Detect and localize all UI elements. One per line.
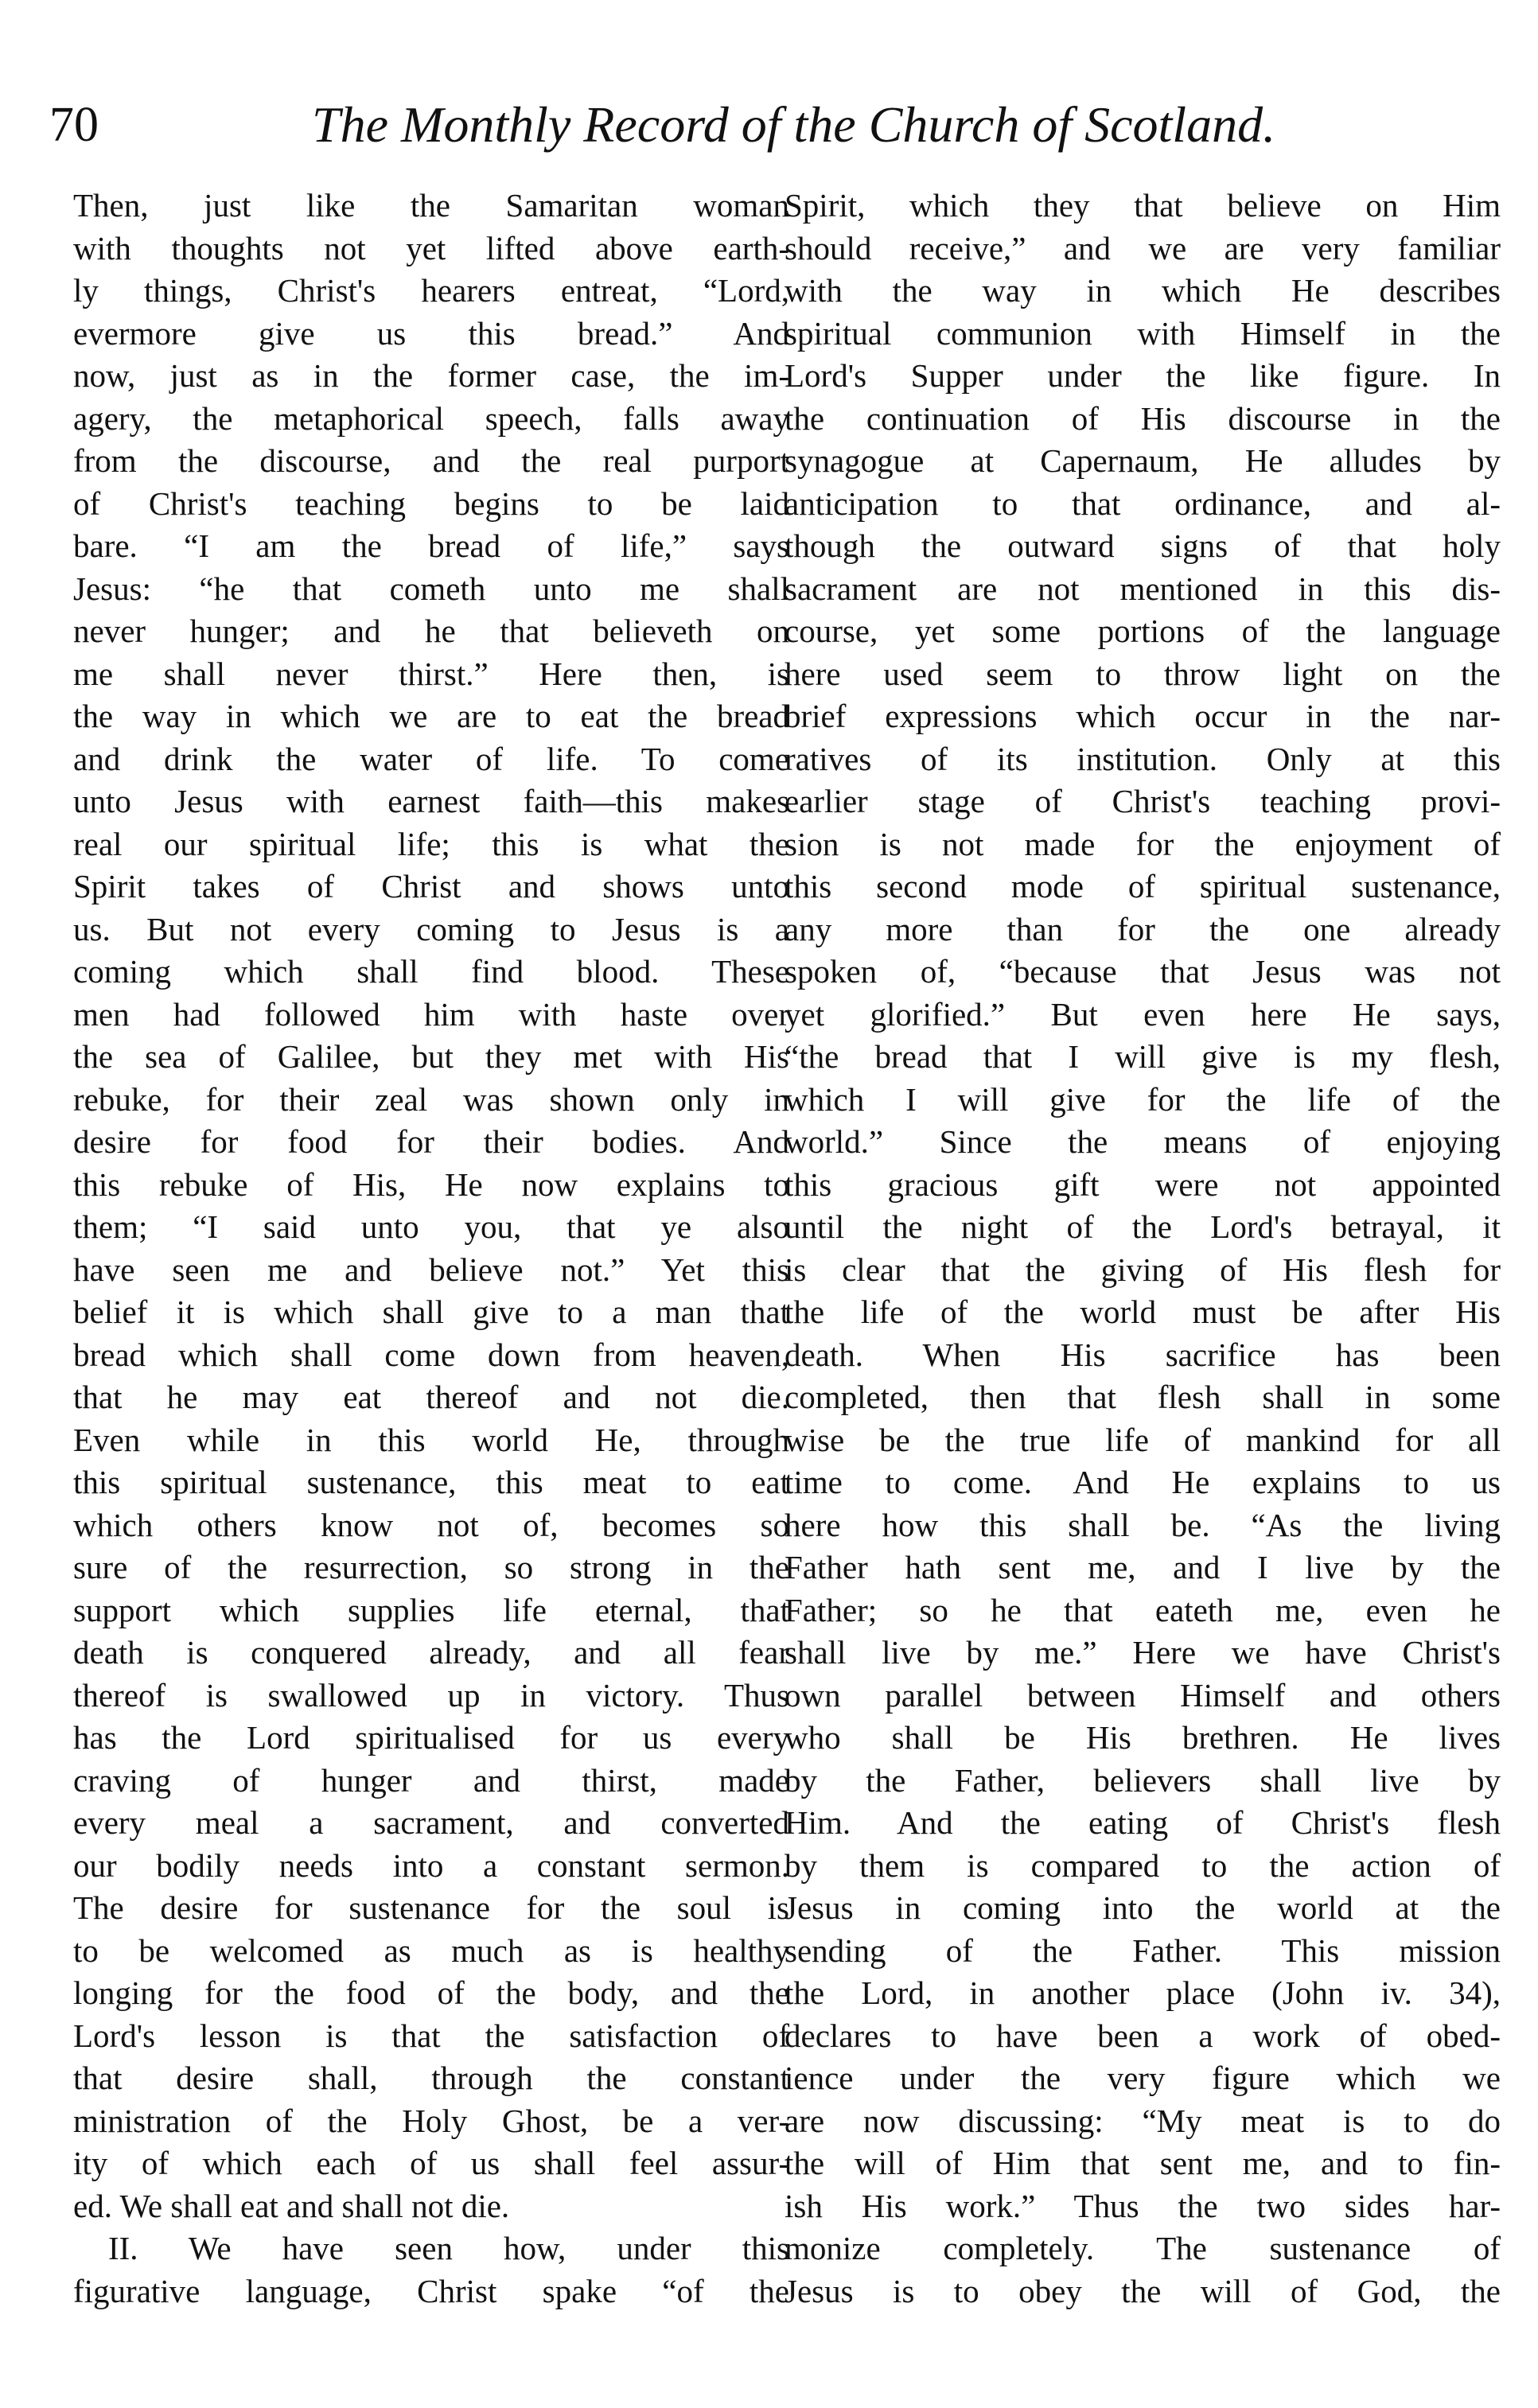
text-line: have seen me and believe not.” Yet this — [73, 1251, 789, 1288]
text-line: Spirit, which they that believe on Him — [785, 187, 1501, 224]
text-line: the continuation of His discourse in the — [785, 399, 1501, 437]
text-line: Jesus in coming into the world at the — [785, 1889, 1501, 1926]
text-line: ity of which each of us shall feel assur- — [73, 2145, 789, 2181]
text-line: the Lord, in another place (John iv. 34), — [785, 1974, 1501, 2011]
text-line: our bodily needs into a constant sermon. — [73, 1846, 789, 1884]
text-line: “the bread that I will give is my flesh, — [785, 1038, 1501, 1075]
text-line: who shall be His brethren. He lives — [785, 1719, 1501, 1756]
text-line: figurative language, Christ spake “of the — [73, 2272, 789, 2309]
text-line: this gracious gift were not appointed — [785, 1165, 1501, 1203]
text-line: Then, just like the Samaritan woman — [73, 187, 789, 224]
text-line: are now discussing: “My meat is to do — [785, 2102, 1501, 2139]
text-line: until the night of the Lord's betrayal, it — [785, 1208, 1501, 1245]
page-number: 70 — [49, 98, 99, 152]
text-line: that desire shall, through the constant — [73, 2060, 789, 2096]
text-line: ministration of the Holy Ghost, be a ver- — [73, 2102, 789, 2139]
text-line: this second mode of spiritual sustenance, — [785, 868, 1501, 904]
text-line: never hunger; and he that believeth on — [73, 613, 789, 649]
text-line: the way in which we are to eat the bread — [73, 698, 789, 734]
text-line: spiritual communion with Himself in the — [785, 314, 1501, 352]
text-line: completed, then that flesh shall in some — [785, 1379, 1501, 1415]
text-line: bare. “I am the bread of life,” says — [73, 527, 789, 564]
text-line: time to come. And He explains to us — [785, 1464, 1501, 1500]
text-line: Jesus: “he that cometh unto me shall — [73, 570, 789, 607]
text-line: Lord's lesson is that the satisfaction of — [73, 2017, 789, 2054]
left-text-column — [73, 185, 789, 2313]
text-line: sending of the Father. This mission — [785, 1931, 1501, 1969]
text-line: and drink the water of life. To come — [73, 740, 789, 777]
text-line: to be welcomed as much as is healthy — [73, 1931, 789, 1969]
text-line: Jesus is to obey the will of God, the — [785, 2272, 1501, 2309]
text-line: Him. And the eating of Christ's flesh — [785, 1804, 1501, 1841]
text-line: anticipation to that ordinance, and al- — [785, 484, 1501, 522]
text-line: ed. We shall eat and shall not die. — [73, 2187, 510, 2224]
text-line: yet glorified.” But even here He says, — [785, 995, 1501, 1033]
text-line: II. We have seen how, under this — [108, 2230, 789, 2266]
text-line: any more than for the one already — [785, 910, 1501, 947]
text-line: wise be the true life of mankind for all — [785, 1421, 1501, 1458]
text-line: which others know not of, becomes so — [73, 1506, 789, 1543]
text-line: belief it is which shall give to a man that — [73, 1293, 789, 1330]
text-line: here how this shall be. “As the living — [785, 1506, 1501, 1543]
right-text-column — [785, 185, 1501, 2313]
text-line: agery, the metaphorical speech, falls away — [73, 399, 789, 437]
running-title: The Monthly Record of the Church of Scotland. — [312, 96, 1276, 153]
text-line: rebuke, for their zeal was shown only in — [73, 1080, 789, 1118]
text-line: by them is compared to the action of — [785, 1846, 1501, 1884]
text-line: should receive,” and we are very familiar — [785, 229, 1501, 266]
text-line: Father; so he that eateth me, even he — [785, 1591, 1501, 1628]
text-line: with the way in which He describes — [785, 272, 1501, 309]
text-line: this rebuke of His, He now explains to — [73, 1165, 789, 1203]
text-line: shall live by me.” Here we have Christ's — [785, 1634, 1501, 1671]
text-line: world.” Since the means of enjoying — [785, 1123, 1501, 1160]
text-line: declares to have been a work of obed- — [785, 2017, 1501, 2054]
text-line: sure of the resurrection, so strong in the — [73, 1549, 789, 1585]
text-line: real our spiritual life; this is what the — [73, 825, 789, 862]
text-line: which I will give for the life of the — [785, 1080, 1501, 1118]
text-line: Spirit takes of Christ and shows unto — [73, 868, 789, 904]
text-line: The desire for sustenance for the soul is — [73, 1889, 789, 1926]
text-line: craving of hunger and thirst, made — [73, 1761, 789, 1799]
text-line: the sea of Galilee, but they met with His — [73, 1038, 789, 1075]
text-line: this spiritual sustenance, this meat to eat — [73, 1464, 789, 1500]
text-line: monize completely. The sustenance of — [785, 2230, 1501, 2266]
text-line: us. But not every coming to Jesus is a — [73, 910, 789, 947]
text-line: the will of Him that sent me, and to fin- — [785, 2145, 1501, 2181]
text-line: Lord's Supper under the like figure. In — [785, 357, 1501, 394]
text-line: has the Lord spiritualised for us every — [73, 1719, 789, 1756]
text-line: from the discourse, and the real purport — [73, 442, 789, 479]
text-line: evermore give us this bread.” And — [73, 314, 789, 352]
text-line: death is conquered already, and all fear — [73, 1634, 789, 1671]
text-line: ience under the very figure which we — [785, 2060, 1501, 2096]
text-line: sion is not made for the enjoyment of — [785, 825, 1501, 862]
text-line: own parallel between Himself and others — [785, 1676, 1501, 1714]
text-line: now, just as in the former case, the im- — [73, 357, 789, 394]
text-line: here used seem to throw light on the — [785, 655, 1501, 692]
text-line: Even while in this world He, through — [73, 1421, 789, 1458]
text-line: course, yet some portions of the language — [785, 613, 1501, 649]
text-line: coming which shall find blood. These — [73, 953, 789, 990]
text-line: earlier stage of Christ's teaching provi- — [785, 783, 1501, 819]
text-line: is clear that the giving of His flesh for — [785, 1251, 1501, 1288]
text-line: death. When His sacrifice has been — [785, 1336, 1501, 1373]
text-line: unto Jesus with earnest faith—this makes — [73, 783, 789, 819]
text-line: ish His work.” Thus the two sides har- — [785, 2187, 1501, 2224]
text-line: bread which shall come down from heaven, — [73, 1336, 789, 1373]
text-line: of Christ's teaching begins to be laid — [73, 484, 789, 522]
text-line: me shall never thirst.” Here then, is — [73, 655, 789, 692]
text-line: Father hath sent me, and I live by the — [785, 1549, 1501, 1585]
text-line: longing for the food of the body, and the — [73, 1974, 789, 2011]
text-line: thereof is swallowed up in victory. Thus — [73, 1676, 789, 1714]
text-line: brief expressions which occur in the nar- — [785, 698, 1501, 734]
text-line: them; “I said unto you, that ye also — [73, 1208, 789, 1245]
text-line: sacrament are not mentioned in this dis- — [785, 570, 1501, 607]
text-line: spoken of, “because that Jesus was not — [785, 953, 1501, 990]
page-header — [49, 89, 1488, 161]
text-line: that he may eat thereof and not die. — [73, 1379, 789, 1415]
text-line: desire for food for their bodies. And — [73, 1123, 789, 1160]
text-line: synagogue at Capernaum, He alludes by — [785, 442, 1501, 479]
text-line: support which supplies life eternal, that — [73, 1591, 789, 1628]
text-line: though the outward signs of that holy — [785, 527, 1501, 564]
text-line: men had followed him with haste over — [73, 995, 789, 1033]
text-line: by the Father, believers shall live by — [785, 1761, 1501, 1799]
text-line: ratives of its institution. Only at this — [785, 740, 1501, 777]
text-line: every meal a sacrament, and converted — [73, 1804, 789, 1841]
text-line: the life of the world must be after His — [785, 1293, 1501, 1330]
text-line: ly things, Christ's hearers entreat, “Lord, — [73, 272, 789, 309]
text-line: with thoughts not yet lifted above earth- — [73, 229, 789, 266]
